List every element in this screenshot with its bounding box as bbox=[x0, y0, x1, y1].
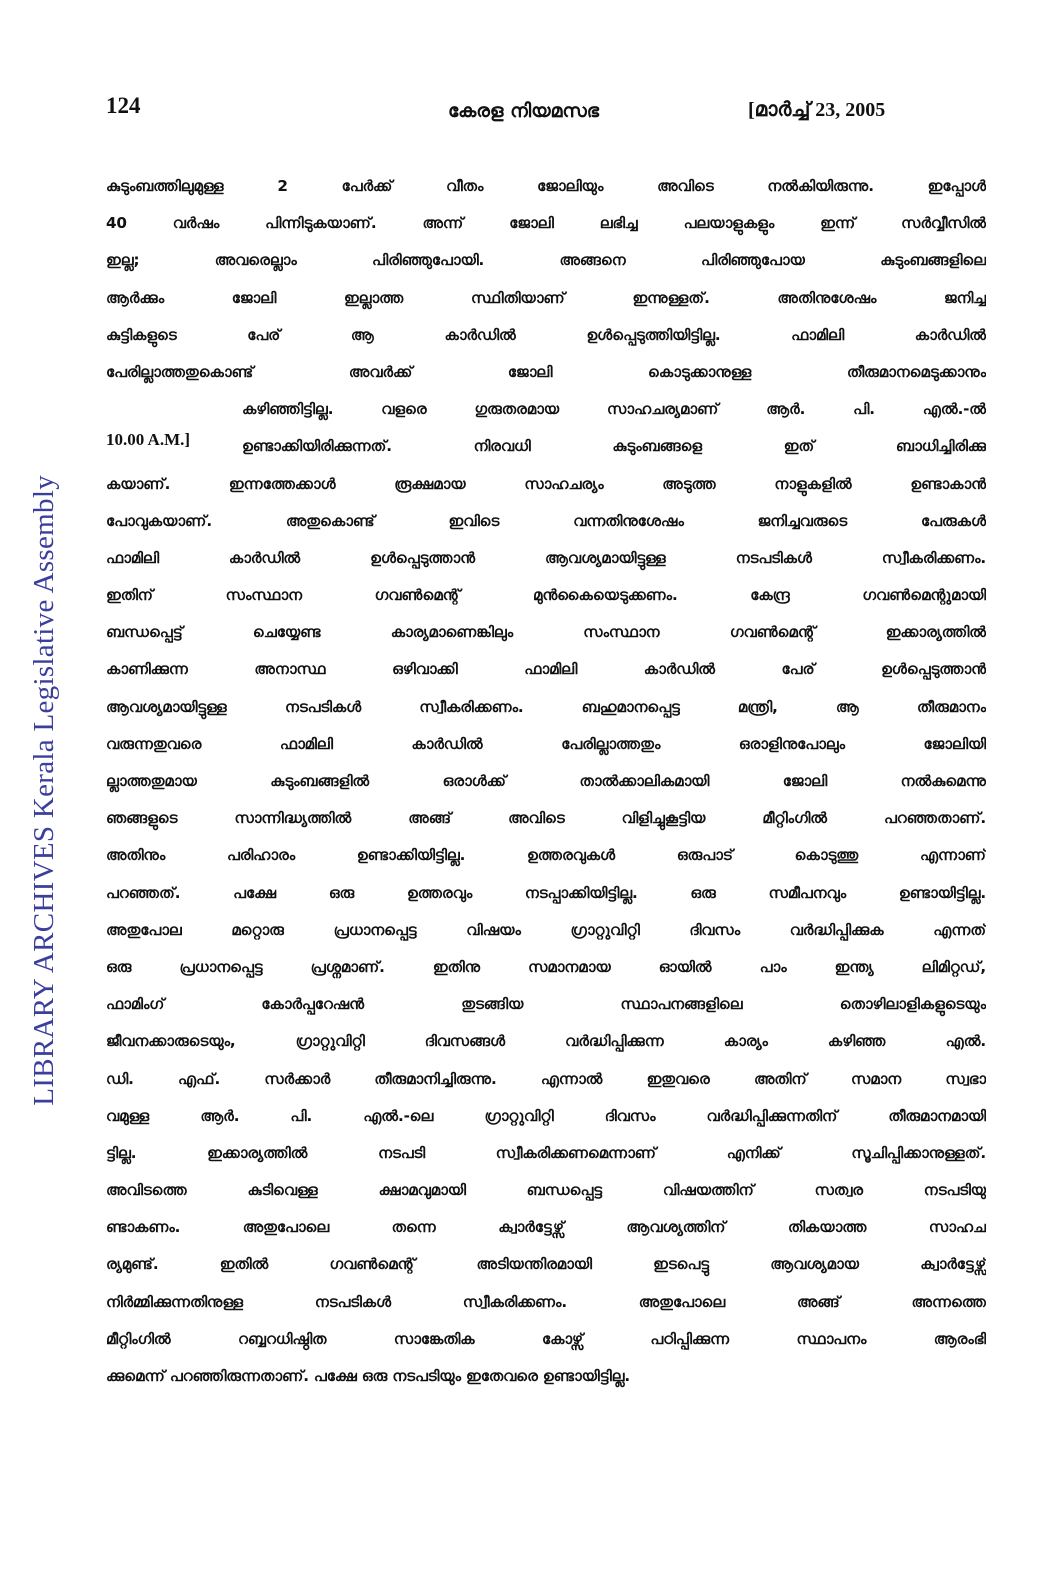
text-line: ബന്ധപ്പെട്ട് ചെയ്യേണ്ട കാര്യമാണെങ്കിലും സംസ്ഥാന ഗവൺമെന്റ് ഇക്കാര്യത്തിൽ bbox=[106, 623, 986, 642]
page-number: 124 bbox=[106, 93, 141, 118]
text-line: അവിടത്തെ കുടിവെള്ള ക്ഷാമവുമായി ബന്ധപ്പെട്ട വിഷയത്തിന് സത്വര നടപടിയു bbox=[106, 1181, 986, 1200]
text-line: കുട്ടികളുടെ പേര് ആ കാർഡിൽ ഉൾപ്പെടുത്തിയിട്ടില്ല. ഫാമിലി കാർഡിൽ bbox=[106, 325, 986, 344]
text-line: പോവുകയാണ്. അതുകൊണ്ട് ഇവിടെ വന്നതിനുശേഷം ജനിച്ചവരുടെ പേരുകൾ bbox=[106, 511, 986, 530]
text-line: ഞങ്ങളുടെ സാന്നിദ്ധ്യത്തിൽ അങ്ങ് അവിടെ വിളിച്ചുകൂട്ടിയ മീറ്റിംഗിൽ പറഞ്ഞതാണ്. bbox=[106, 809, 986, 828]
text-line: ആവശ്യമായിട്ടുള്ള നടപടികൾ സ്വീകരിക്കണം. ബഹുമാനപ്പെട്ട മന്ത്രി, ആ തീരുമാനം bbox=[106, 697, 986, 716]
text-line: ഇല്ല; അവരെല്ലാം പിരിഞ്ഞുപോയി. അങ്ങനെ പിരിഞ്ഞുപോയ കുടുംബങ്ങളിലെ bbox=[106, 251, 986, 270]
text-line: നിർമ്മിക്കുന്നതിനുള്ള നടപടികൾ സ്വീകരിക്കണം. അതുപോലെ അങ്ങ് അന്നത്തെ bbox=[106, 1292, 986, 1311]
text-line: കുടുംബത്തിലുമുള്ള 2 പേർക്ക് വീതം ജോലിയും അവിടെ നൽകിയിരുന്നു. ഇപ്പോൾ bbox=[106, 177, 986, 195]
text-line: ജീവനക്കാരുടെയും, ഗ്രാറ്റുവിറ്റി ദിവസങ്ങൾ വർദ്ധിപ്പിക്കുന്ന കാര്യം കഴിഞ്ഞ എൽ. bbox=[106, 1032, 986, 1051]
text-line: ഫാമിംഗ് കോർപ്പറേഷൻ തുടങ്ങിയ സ്ഥാപനങ്ങളിലെ തൊഴിലാളികളുടെയും bbox=[106, 995, 986, 1014]
text-line: അതുപോല മറ്റൊരു പ്രധാനപ്പെട്ട വിഷയം ഗ്രാറ്റുവിറ്റി ദിവസം വർദ്ധിപ്പിക്കുക എന്നത് bbox=[106, 920, 986, 939]
text-line: ആർക്കും ജോലി ഇല്ലാത്ത സ്ഥിതിയാണ് ഇന്നുള്ളത്. അതിനുശേഷം ജനിച്ച bbox=[106, 288, 986, 307]
watermark-text: LIBRARY ARCHIVES Kerala Legislative Assembly bbox=[27, 474, 60, 1106]
running-date: [മാർച്ച് 23, 2005 bbox=[748, 99, 886, 121]
text-line: ല്ലാത്തതുമായ കുടുംബങ്ങളിൽ ഒരാൾക്ക് താൽക്കാലികമായി ജോലി നൽകുമെന്നു bbox=[106, 772, 986, 790]
body-text bbox=[106, 168, 986, 1395]
text-line: ഉണ്ടാക്കിയിരിക്കുന്നത്. നിരവധി കുടുംബങ്ങളെ ഇത് ബാധിച്ചിരിക്കു bbox=[242, 437, 986, 456]
text-line: മീറ്റിംഗിൽ റബ്ബറധിഷ്ഠിത സാങ്കേതിക കോഴ്സ് പഠിപ്പിക്കുന്ന സ്ഥാപനം ആരംഭി bbox=[106, 1329, 986, 1348]
watermark bbox=[28, 425, 60, 1155]
text-line: കയാണ്. ഇന്നത്തേക്കാൾ രൂക്ഷമായ സാഹചര്യം അടുത്ത നാളുകളിൽ ഉണ്ടാകാൻ bbox=[106, 474, 986, 493]
text-line: ഇതിന് സംസ്ഥാന ഗവൺമെന്റ് മുൻകൈയെടുക്കണം. കേന്ദ്ര ഗവൺമെന്റുമായി bbox=[106, 586, 986, 605]
text-line: കഴിഞ്ഞിട്ടില്ല. വളരെ ഗുരുതരമായ സാഹചര്യമാണ് ആർ. പി. എൽ.-ൽ bbox=[242, 400, 986, 419]
text-line: ണ്ടാകണം. അതുപോലെ തന്നെ ക്വാർട്ടേഴ്സ് ആവശ്യത്തിന് തികയാത്ത സാഹച bbox=[106, 1218, 986, 1237]
time-marker: 10.00 A.M.] bbox=[106, 430, 191, 449]
text-line: ര്യമുണ്ട്. ഇതിൽ ഗവൺമെന്റ് അടിയന്തിരമായി ഇടപെട്ടു ആവശ്യമായ ക്വാർട്ടേഴ്സ് bbox=[106, 1255, 986, 1274]
text-line: ക്കുമെന്ന് പറഞ്ഞിരുന്നതാണ്. പക്ഷേ ഒരു നടപടിയും ഇതേവരെ ഉണ്ടായിട്ടില്ല. bbox=[106, 1367, 630, 1385]
text-line: ട്ടില്ല. ഇക്കാര്യത്തിൽ നടപടി സ്വീകരിക്കണമെന്നാണ് എനിക്ക് സൂചിപ്പിക്കാനുള്ളത്. bbox=[106, 1143, 986, 1162]
text-line: വരുന്നതുവരെ ഫാമിലി കാർഡിൽ പേരില്ലാത്തതും ഒരാളിനുപോലും ജോലിയി bbox=[106, 734, 986, 753]
text-line: 40 വർഷം പിന്നിടുകയാണ്. അന്ന് ജോലി ലഭിച്ച പലയാളുകളും ഇന്ന് സർവ്വീസിൽ bbox=[106, 214, 986, 233]
running-title: കേരള നിയമസഭ bbox=[448, 100, 600, 122]
text-line: പേരില്ലാത്തതുകൊണ്ട് അവർക്ക് ജോലി കൊടുക്കാനുള്ള തീരുമാനമെടുക്കാനും bbox=[106, 362, 986, 381]
text-line: ഡി. എഫ്. സർക്കാർ തീരുമാനിച്ചിരുന്നു. എന്നാൽ ഇതുവരെ അതിന് സമാന സ്വഭാ bbox=[106, 1069, 986, 1088]
text-line: ഒരു പ്രധാനപ്പെട്ട പ്രശ്നമാണ്. ഇതിനു സമാനമായ ഓയിൽ പാം ഇന്ത്യ ലിമിറ്റഡ്, bbox=[106, 957, 986, 976]
text-line: ഫാമിലി കാർഡിൽ ഉൾപ്പെടുത്താൻ ആവശ്യമായിട്ടുള്ള നടപടികൾ സ്വീകരിക്കണം. bbox=[106, 548, 986, 567]
text-line: കാണിക്കുന്ന അനാസ്ഥ ഒഴിവാക്കി ഫാമിലി കാർഡിൽ പേര് ഉൾപ്പെടുത്താൻ bbox=[106, 660, 986, 679]
text-line: വമുള്ള ആർ. പി. എൽ.-ലെ ഗ്രാറ്റുവിറ്റി ദിവസം വർദ്ധിപ്പിക്കുന്നതിന് തീരുമാനമായി bbox=[106, 1106, 986, 1125]
text-line: പറഞ്ഞത്. പക്ഷേ ഒരു ഉത്തരവും നടപ്പാക്കിയിട്ടില്ല. ഒരു സമീപനവും ഉണ്ടായിട്ടില്ല. bbox=[106, 883, 986, 902]
text-line: അതിനും പരിഹാരം ഉണ്ടാക്കിയിട്ടില്ല. ഉത്തരവുകൾ ഒരുപാട് കൊടുത്തു എന്നാണ് bbox=[106, 846, 986, 865]
